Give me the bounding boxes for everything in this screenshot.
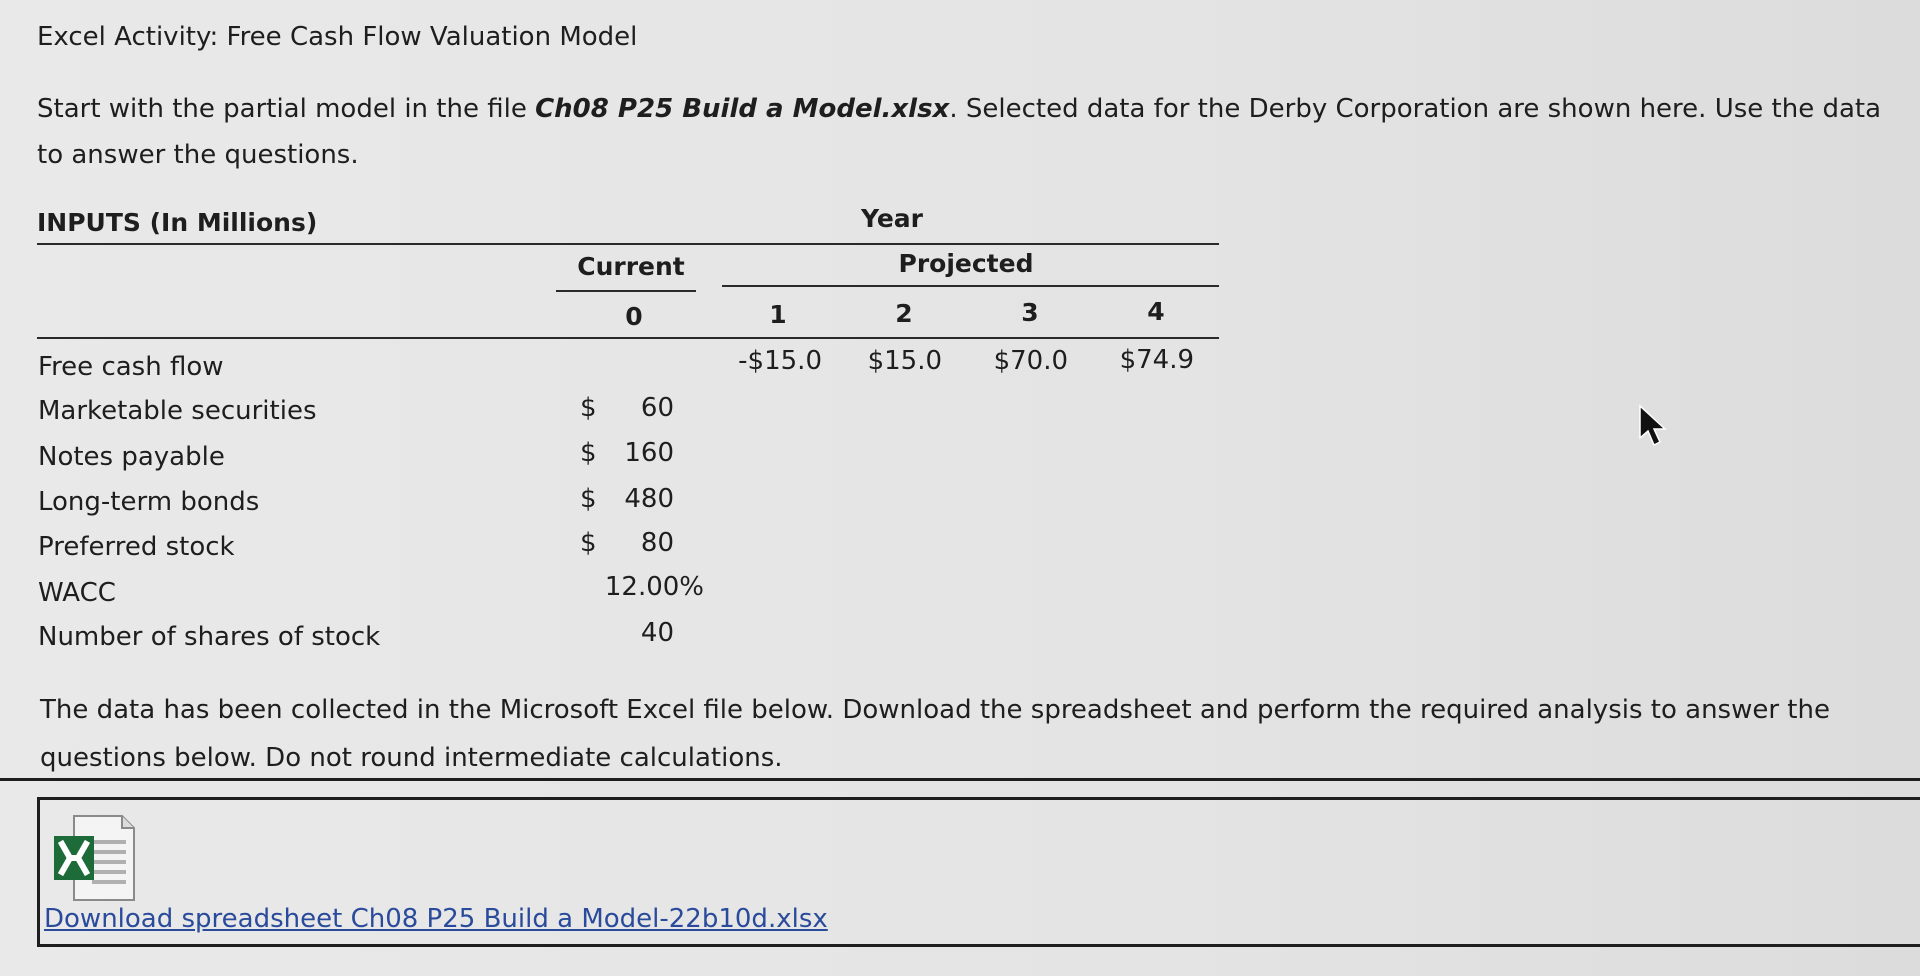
- intro-text-after: . Selected data for the Derby Corporation are shown here. Use the data to answer the questions.: [37, 94, 1882, 170]
- current-header: Current: [577, 252, 685, 281]
- download-spreadsheet-link[interactable]: Download spreadsheet Ch08 P25 Build a Model-22b10d.xlsx: [44, 904, 828, 934]
- wacc-value: 12.00%: [604, 572, 704, 602]
- section-divider: [0, 778, 1920, 781]
- intro-text-before: Start with the partial model in the file: [37, 94, 536, 124]
- excel-file-icon[interactable]: [52, 814, 136, 902]
- year-header: Year: [861, 204, 923, 233]
- free-cash-flow-year-3: $70.0: [993, 346, 1068, 376]
- long-term-bonds-label: Long-term bonds: [38, 487, 260, 517]
- year-0-header: 0: [625, 302, 643, 331]
- marketable-securities-label: Marketable securities: [38, 396, 317, 426]
- intro-file-name: Ch08 P25 Build a Model.xlsx: [535, 94, 950, 124]
- mouse-cursor-icon: [1638, 404, 1674, 448]
- shares-value: 40: [640, 618, 674, 648]
- marketable-securities-value: 60: [640, 393, 674, 423]
- header-rule-top: [37, 243, 1219, 245]
- inputs-heading: INPUTS (In Millions): [37, 208, 318, 237]
- year-3-header: 3: [1021, 298, 1039, 327]
- projected-rule: [722, 285, 1219, 287]
- current-rule: [556, 290, 696, 292]
- instructions-note: The data has been collected in the Microsoft Excel file below. Download the spreadsheet and perform the required analysis to answer the questions below. Do not round intermediate calculations.: [40, 695, 1830, 773]
- long-term-bonds-currency: $: [580, 484, 597, 514]
- activity-title: Excel Activity: Free Cash Flow Valuation Model: [37, 22, 638, 52]
- notes-payable-currency: $: [580, 438, 597, 468]
- free-cash-flow-label: Free cash flow: [38, 352, 224, 382]
- notes-payable-value: 160: [624, 438, 674, 468]
- year-2-header: 2: [895, 299, 913, 328]
- marketable-securities-currency: $: [580, 393, 597, 423]
- wacc-label: WACC: [38, 578, 116, 608]
- long-term-bonds-value: 480: [624, 484, 674, 514]
- preferred-stock-currency: $: [580, 528, 597, 558]
- preferred-stock-label: Preferred stock: [38, 532, 235, 562]
- download-panel: [37, 797, 1920, 947]
- free-cash-flow-year-2: $15.0: [867, 346, 942, 376]
- projected-header: Projected: [898, 249, 1034, 278]
- shares-label: Number of shares of stock: [38, 622, 381, 652]
- year-4-header: 4: [1147, 297, 1165, 326]
- intro-paragraph: [37, 86, 1887, 178]
- header-rule-bottom: [37, 337, 1219, 339]
- notes-payable-label: Notes payable: [38, 442, 225, 472]
- free-cash-flow-year-4: $74.9: [1119, 345, 1194, 375]
- year-1-header: 1: [769, 300, 787, 329]
- free-cash-flow-year-1: -$15.0: [738, 346, 822, 376]
- preferred-stock-value: 80: [640, 528, 674, 558]
